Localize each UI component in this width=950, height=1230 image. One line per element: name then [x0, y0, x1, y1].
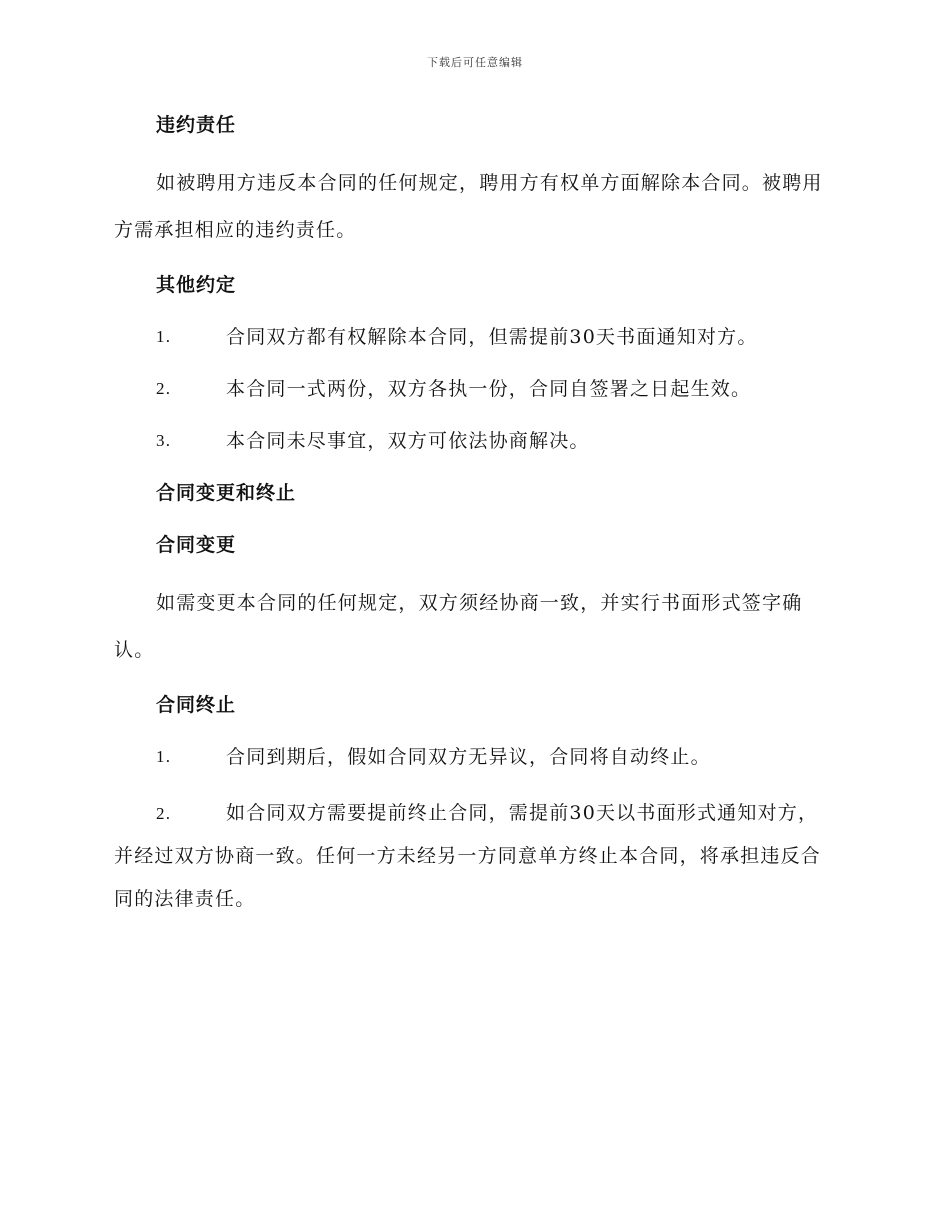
- list-number: 1.: [156, 747, 172, 766]
- section-heading-change-termination: 合同变更和终止: [156, 482, 297, 504]
- breach-paragraph: 如被聘用方违反本合同的任何规定，聘用方有权单方面解除本合同。被聘用方需承担相应的违约责任。: [114, 172, 823, 241]
- section-heading-other: 其他约定: [156, 274, 237, 296]
- list-text: 本合同未尽事宜，双方可依法协商解决。: [226, 430, 590, 452]
- list-item: [114, 740, 834, 774]
- list-number: 2.: [156, 804, 172, 823]
- list-item: [114, 424, 834, 458]
- list-text: 合同到期后，假如合同双方无异议，合同将自动终止。: [226, 746, 711, 768]
- list-item: [114, 320, 834, 354]
- section-heading-change: 合同变更: [156, 534, 237, 556]
- list-number: 1.: [156, 327, 172, 346]
- section-heading-breach: 违约责任: [156, 114, 237, 136]
- list-item: [114, 372, 834, 406]
- change-paragraph: 如需变更本合同的任何规定，双方须经协商一致，并实行书面形式签字确认。: [114, 592, 803, 661]
- list-number: 2.: [156, 379, 172, 398]
- list-number: 3.: [156, 431, 172, 450]
- list-item-wrapped: [114, 792, 834, 921]
- section-heading-termination: 合同终止: [156, 694, 237, 716]
- document-body: [114, 108, 834, 939]
- list-text: 如合同双方需要提前终止合同，需提前30天以书面形式通知对方，并经过双方协商一致。任何一方未经另一方同意单方终止本合同，将承担违反合同的法律责任。: [114, 802, 822, 910]
- list-text: 合同双方都有权解除本合同，但需提前30天书面通知对方。: [226, 326, 758, 348]
- list-text: 本合同一式两份，双方各执一份，合同自签署之日起生效。: [226, 378, 752, 400]
- page-header: 下载后可任意编辑: [427, 56, 523, 69]
